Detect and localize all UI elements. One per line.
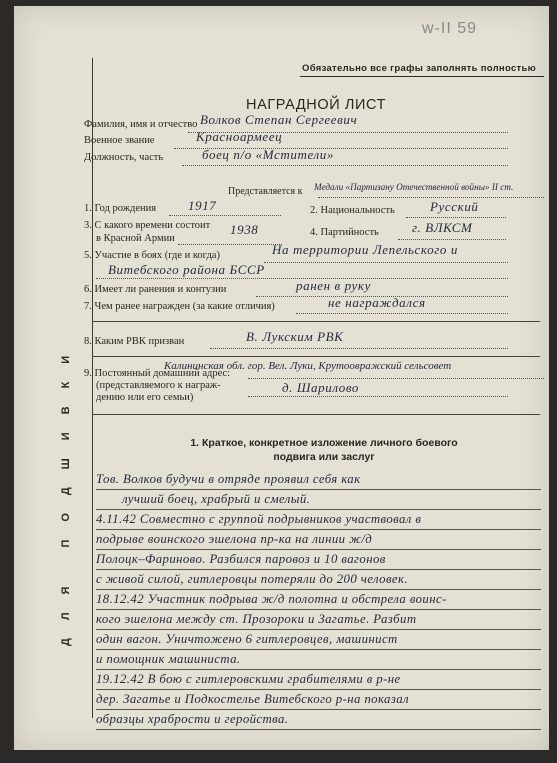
story-line: Тов. Волков будучи в отряде проявил себя как [96,470,541,490]
story-line: образцы храбрости и геройства. [96,710,541,730]
position-value: боец п/о «Мстители» [202,147,334,162]
section-title-line-1: 1. Краткое, конкретное изложение личного боевого [190,437,458,449]
awards-label: 7. Чем ранее награжден (за какие отличия) [84,301,275,312]
name-value: Волков Степан Сергеевич [200,112,358,127]
rvk-label: 8. Каким РВК призван [84,336,185,347]
position-underline [182,165,508,166]
divider-2 [92,356,540,357]
divider-1 [92,321,540,322]
battles-value: На территории Лепельского и [272,242,458,257]
address-underline-2 [248,396,508,397]
story-line: лучший боец, храбрый и смелый. [96,490,541,510]
divider-3 [92,414,540,415]
awards-value: не награждался [328,295,426,310]
rvk-underline [210,348,508,349]
story-line: кого эшелона между ст. Прозороки и Загатье. Разбит [96,610,541,630]
birth-year-underline [169,215,281,216]
address-label-2: (представляемого к награж- [96,380,221,391]
position-label: Должность, часть [84,152,164,163]
army-since-year: 1938 [230,222,259,237]
nationality-value: Русский [430,199,479,214]
address-label-3: дению или его семьи) [96,392,194,403]
story-line: 4.11.42 Совместно с группой подрывников участвовал в [96,510,541,530]
story-line: подрыве воинского эшелона пр-ка на линии ж/д [96,530,541,550]
story-line: 18.12.42 Участник подрыва ж/д полотна и обстрела воинс- [96,590,541,610]
address-underline-1 [248,378,544,379]
birth-year-label: 1. Год рождения [84,203,157,214]
awards-underline [296,313,508,314]
rank-value: Красноармеец [196,129,283,144]
nationality-underline [406,217,506,218]
name-label: Фамилия, имя и отчество [84,119,198,130]
rank-label: Военное звание [84,135,155,146]
document-title: НАГРАДНОЙ ЛИСТ [246,97,387,113]
story-line: Полоцк–Фариново. Разбился паровоз и 10 вагонов [96,550,541,570]
rvk-value: В. Лукским РВК [246,329,344,344]
army-since-label-2: в Красной Армии [96,233,175,244]
wounds-value: ранен в руку [296,278,371,293]
battles-underline-1 [264,262,508,263]
birth-year-value: 1917 [188,198,217,213]
party-label: 4. Партийность [310,227,379,238]
binding-side-text: ДЛЯ ПОДШИВКИ [60,337,72,646]
battles-value-2: Витебского района БССР [108,262,265,277]
battles-label: 5. Участие в боях (где и когда) [84,250,220,261]
archive-corner-mark: w-II 59 [422,20,478,37]
story-line: 19.12.42 В бою с гитлеровскими грабителями в р-не [96,670,541,690]
party-underline [398,239,506,240]
award-sheet [14,6,549,750]
nominated-value: Медали «Партизану Отечественной войны» II ст. [314,182,514,192]
story-line: и помощник машиниста. [96,650,541,670]
story-line: с живой силой, гитлеровцы потеряли до 200 человек. [96,570,541,590]
address-value-1: Калининская обл. гор. Вел. Луки, Крутоовражский сельсовет [164,360,452,372]
nominated-label: Представляется к [228,186,303,197]
fill-instruction: Обязательно все графы заполнять полностью [300,62,544,77]
story-line: дер. Загатье и Подкостелье Витебского р-на показал [96,690,541,710]
nationality-label: 2. Национальность [310,205,395,216]
army-since-underline [178,244,282,245]
story-line: один вагон. Уничтожено 6 гитлеровцев, машинист [96,630,541,650]
army-since-label: 3. С какого времени состоит [84,220,211,231]
nominated-underline [318,197,544,198]
section-title [134,436,514,464]
feat-description [96,470,541,730]
address-value-2: д. Шарилово [282,380,360,395]
wounds-label: 6. Имеет ли ранения и контузии [84,284,227,295]
section-title-line-2: подвига или заслуг [273,451,375,463]
party-value: г. ВЛКСМ [412,220,473,235]
address-label: 9. Постоянный домашний адрес: [84,368,231,379]
